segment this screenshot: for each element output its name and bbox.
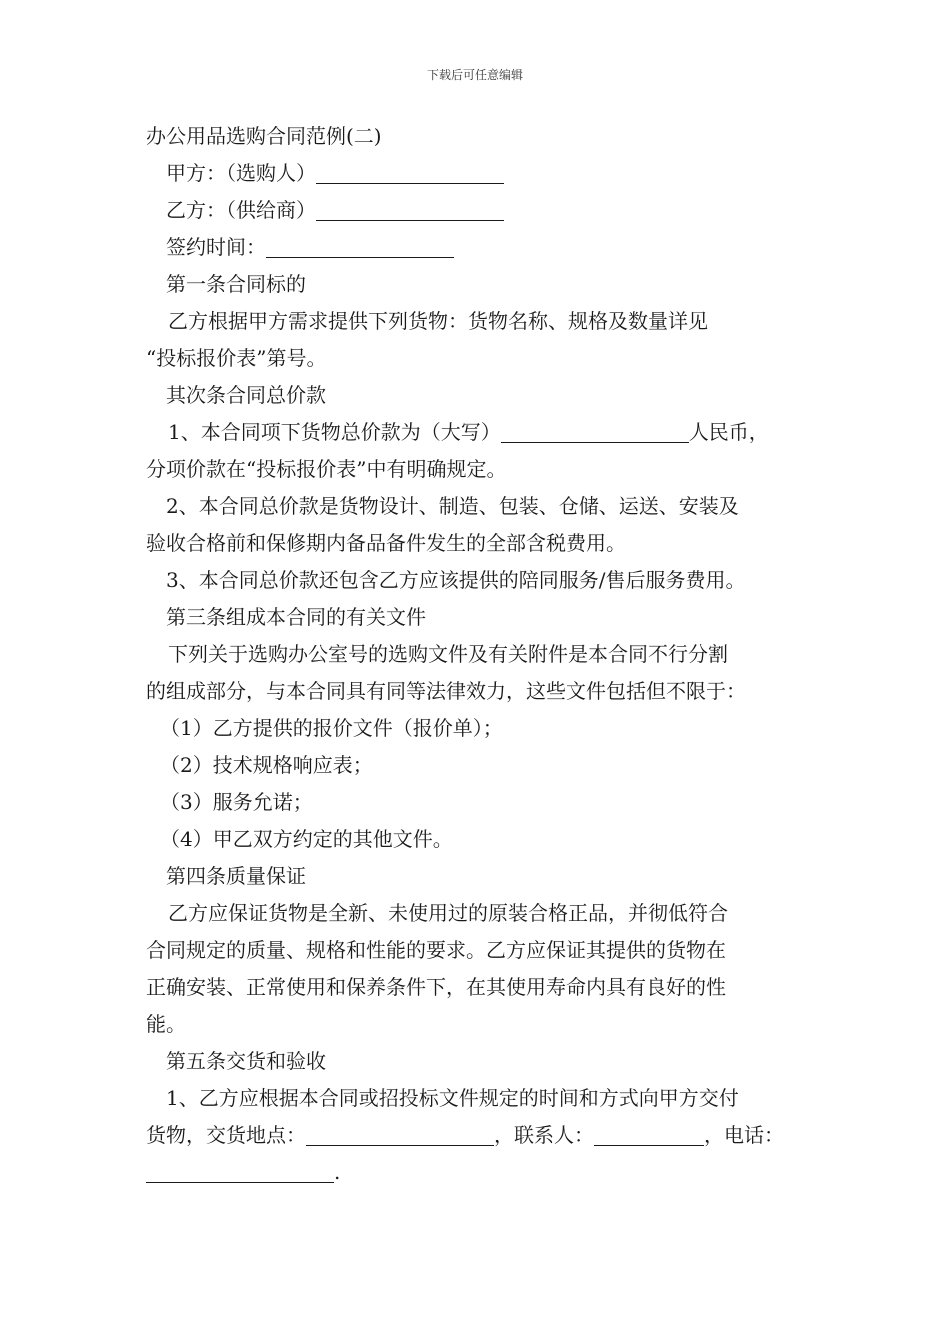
article-3-paragraph-line: 的组成部分，与本合同具有同等法律效力，这些文件包括但不限于： <box>146 679 746 703</box>
sign-time-line <box>146 229 826 266</box>
article-4-paragraph-line: 正确安装、正常使用和保养条件下，在其使用寿命内具有良好的性 <box>146 975 726 999</box>
article-5-item-1-line: 1、乙方应根据本合同或招投标文件规定的时间和方式向甲方交付 <box>166 1086 739 1110</box>
article-1-paragraph-line: 乙方根据甲方需求提供下列货物：货物名称、规格及数量详见 <box>168 309 708 333</box>
party-a-label: 甲方：（选购人） <box>166 161 316 185</box>
phone-line-end: . <box>334 1160 341 1184</box>
article-5-item-1-line <box>146 1154 826 1191</box>
article-2-item-2-line: 验收合格前和保修期内备品备件发生的全部含税费用。 <box>146 531 626 555</box>
article-1-title: 第一条合同标的 <box>166 272 306 296</box>
article-3-title: 第三条组成本合同的有关文件 <box>166 605 426 629</box>
article-1-paragraph-line: “投标报价表”第号。 <box>146 346 327 370</box>
article-2-item-3-line: 3、本合同总价款还包含乙方应该提供的陪同服务/售后服务费用。 <box>166 568 746 592</box>
delivery-location-label: 货物，交货地点： <box>146 1123 306 1147</box>
sign-time-label: 签约时间： <box>166 235 266 259</box>
article-5-item-1-line <box>146 1117 826 1154</box>
article-4-title: 第四条质量保证 <box>166 864 306 888</box>
contact-person-blank <box>594 1123 704 1146</box>
phone-label: ，电话： <box>704 1123 784 1147</box>
total-price-blank <box>501 420 689 443</box>
article-2-item-1-line: 分项价款在“投标报价表”中有明确规定。 <box>146 457 507 481</box>
party-a-blank <box>316 161 504 184</box>
article-2-title: 其次条合同总价款 <box>166 383 326 407</box>
article-3-list-item: （3）服务允诺； <box>160 790 313 814</box>
header-note: 下载后可任意编辑 <box>426 68 523 82</box>
party-b-line <box>146 192 826 229</box>
article-4-paragraph-line: 能。 <box>146 1012 186 1036</box>
delivery-location-blank <box>306 1123 494 1146</box>
document-title: 办公用品选购合同范例(二) <box>146 124 382 148</box>
party-a-line <box>146 155 826 192</box>
phone-blank <box>146 1160 334 1183</box>
article-2-item-2-line: 2、本合同总价款是货物设计、制造、包装、仓储、运送、安装及 <box>166 494 739 518</box>
article-3-list-item: （1）乙方提供的报价文件（报价单）； <box>160 716 503 740</box>
contact-person-label: ，联系人： <box>494 1123 594 1147</box>
article-4-paragraph-line: 合同规定的质量、规格和性能的要求。乙方应保证其提供的货物在 <box>146 938 726 962</box>
article-4-paragraph-line: 乙方应保证货物是全新、未使用过的原装合格正品，并彻低符合 <box>168 901 728 925</box>
article-2-item-1-currency: 人民币， <box>688 420 769 444</box>
article-5-title: 第五条交货和验收 <box>166 1049 326 1073</box>
party-b-blank <box>316 198 504 221</box>
article-2-item-1-text: 1、本合同项下货物总价款为（大写） <box>168 420 501 444</box>
article-2-item-1-line <box>146 414 826 451</box>
sign-time-blank <box>266 235 454 258</box>
party-b-label: 乙方：（供给商） <box>166 198 316 222</box>
article-3-list-item: （4）甲乙双方约定的其他文件。 <box>160 827 453 851</box>
contract-document <box>146 118 826 1191</box>
article-3-paragraph-line: 下列关于选购办公室号的选购文件及有关附件是本合同不行分割 <box>168 642 728 666</box>
article-3-list-item: （2）技术规格响应表； <box>160 753 373 777</box>
